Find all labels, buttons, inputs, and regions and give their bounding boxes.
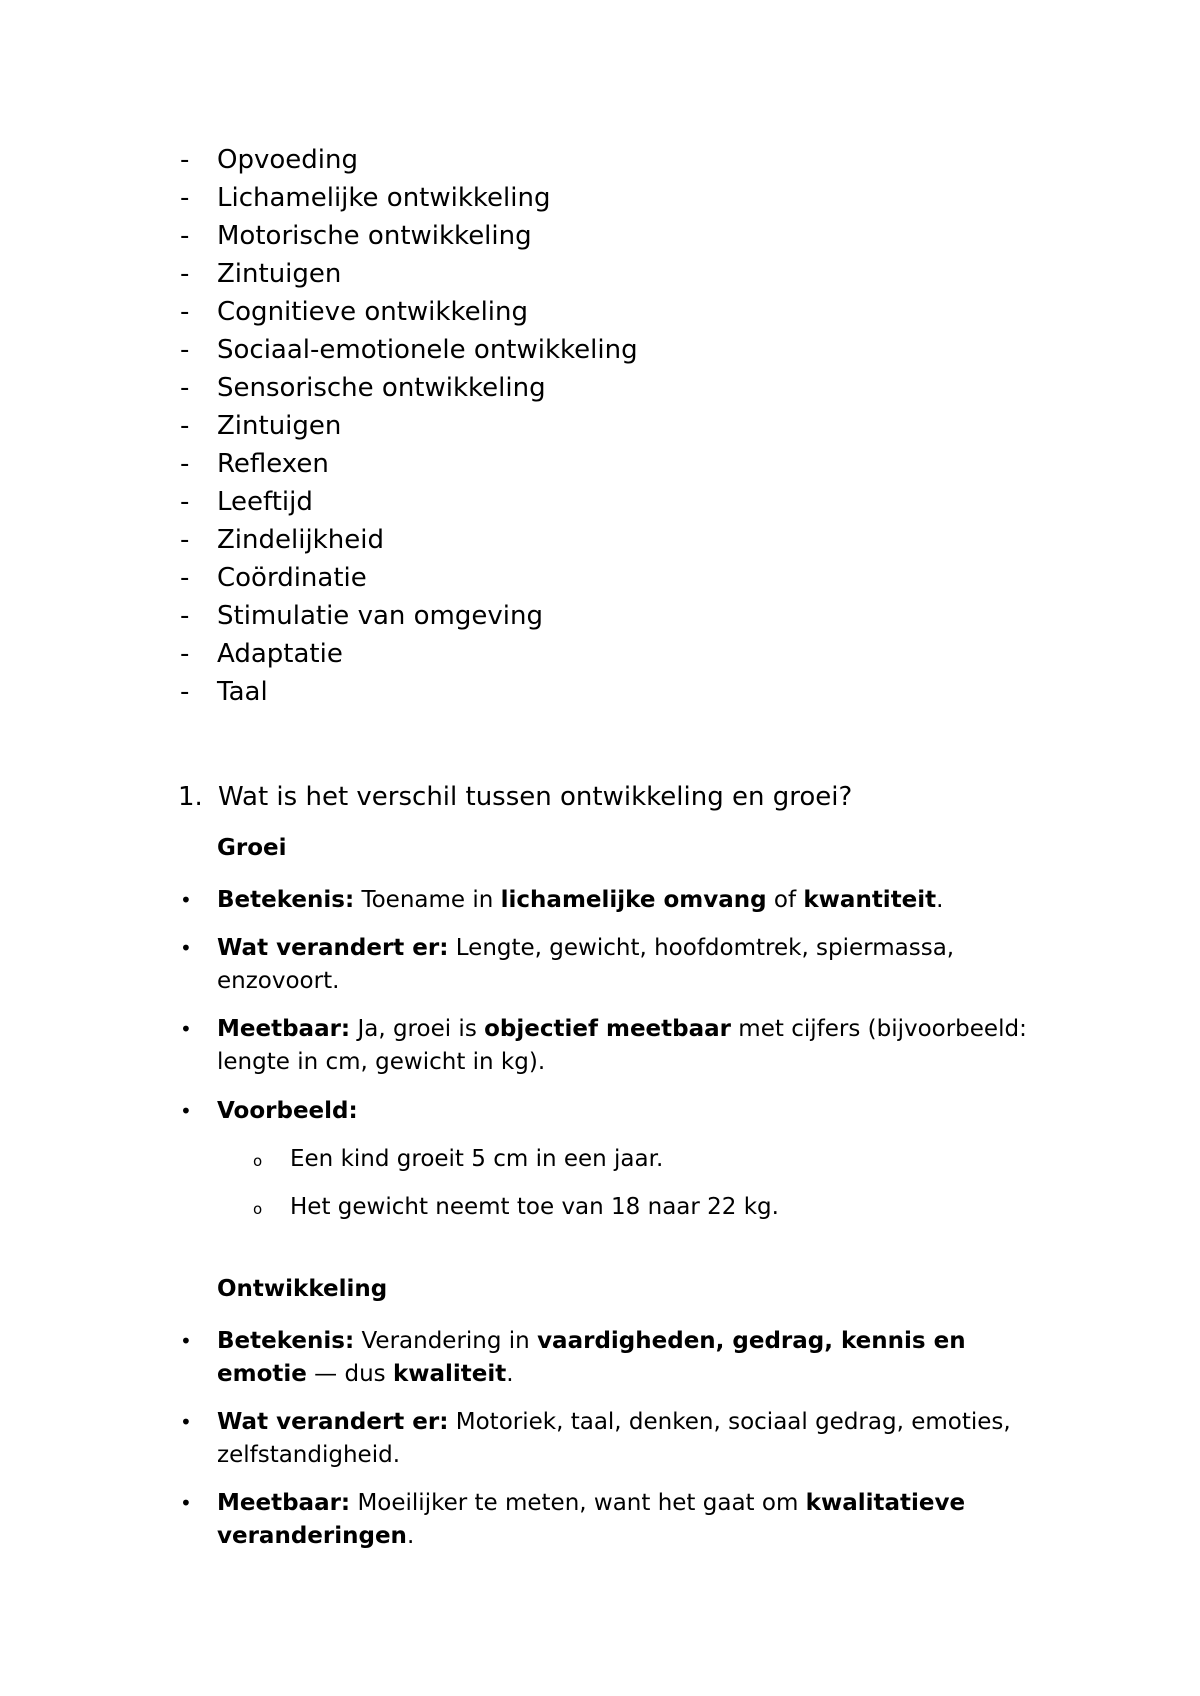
bullet-marker: • (180, 1329, 192, 1353)
question-text: Wat is het verschil tussen ontwikkeling en groei? (218, 782, 853, 812)
sub-bullet-marker: o (253, 1200, 263, 1218)
dash-marker: - (180, 411, 190, 441)
bold-label: Wat verandert er: (217, 935, 449, 961)
bullet-marker: • (180, 1410, 192, 1434)
text-run: Moeilijker te meten, want het gaat om (350, 1490, 806, 1516)
dash-marker: - (180, 639, 190, 669)
topic-label: Sensorische ontwikkeling (217, 373, 546, 403)
example-text: Het gewicht neemt toe van 18 naar 22 kg. (290, 1194, 779, 1220)
groei-meetbaar (180, 1013, 1080, 1079)
text-run: Toename in (354, 887, 501, 913)
topic-label: Zindelijkheid (217, 525, 384, 555)
text-run: Lengte, gewicht, hoofdomtrek, spiermassa, enzovoort. (217, 935, 955, 994)
bullet-marker: • (180, 888, 192, 912)
dash-marker: - (180, 449, 190, 479)
text-run: Ja, groei is (350, 1016, 485, 1042)
text-run: met cijfers (bijvoorbeeld: lengte in cm, gewicht in kg). (217, 1016, 1027, 1075)
topic-label: Zintuigen (217, 411, 342, 441)
topic-label: Coördinatie (217, 563, 367, 593)
topic-label: Adaptatie (217, 639, 343, 669)
question-heading (178, 778, 852, 816)
bullet-marker: • (180, 1099, 192, 1123)
topic-item (180, 483, 638, 521)
dash-marker: - (180, 259, 190, 289)
text-run: — dus (306, 1361, 393, 1387)
topic-item (180, 559, 638, 597)
text-run: Verandering in (354, 1328, 538, 1354)
bold-text: kwaliteit (392, 1361, 507, 1387)
topic-item (180, 255, 638, 293)
ontwikkeling-title: Ontwikkeling (217, 1276, 388, 1302)
topic-label: Taal (217, 677, 268, 707)
bold-text: kwantiteit (803, 887, 937, 913)
topic-item (180, 445, 638, 483)
groei-wat-verandert (180, 932, 1080, 998)
dash-marker: - (180, 297, 190, 327)
topic-item (180, 331, 638, 369)
example-item (253, 1191, 779, 1226)
bullet-marker: • (180, 1017, 192, 1041)
text-run: of (766, 887, 804, 913)
text-run: . (506, 1361, 514, 1387)
topic-label: Sociaal-emotionele ontwikkeling (217, 335, 638, 365)
topic-item (180, 407, 638, 445)
text-run: . (936, 887, 944, 913)
topic-label: Motorische ontwikkeling (217, 221, 532, 251)
ontwikkeling-wat-verandert (180, 1406, 1100, 1472)
bold-text: lichamelijke omvang (500, 887, 767, 913)
groei-title: Groei (217, 835, 287, 861)
bold-label: Betekenis: (217, 887, 355, 913)
example-text: Een kind groeit 5 cm in een jaar. (290, 1146, 664, 1172)
topic-label: Lichamelijke ontwikkeling (217, 183, 551, 213)
bold-label: Voorbeeld: (217, 1098, 358, 1124)
topic-list (180, 141, 638, 711)
groei-voorbeeld (180, 1095, 1080, 1128)
bold-text: vaardigheden, gedrag, kennis en emotie (217, 1328, 966, 1387)
topic-item (180, 521, 638, 559)
topic-label: Cognitieve ontwikkeling (217, 297, 529, 327)
bold-label: Betekenis: (217, 1328, 355, 1354)
topic-item (180, 141, 638, 179)
topic-label: Zintuigen (217, 259, 342, 289)
dash-marker: - (180, 221, 190, 251)
topic-item (180, 293, 638, 331)
bold-text: kwalitatieve veranderingen (217, 1490, 966, 1549)
text-run: . (406, 1523, 415, 1549)
topic-item (180, 673, 638, 711)
question-number: 1. (178, 782, 203, 812)
dash-marker: - (180, 563, 190, 593)
groei-betekenis (180, 884, 1080, 917)
ontwikkeling-betekenis (180, 1325, 1020, 1391)
topic-item (180, 369, 638, 407)
bold-label: Wat verandert er: (217, 1409, 449, 1435)
topic-label: Stimulatie van omgeving (217, 601, 543, 631)
dash-marker: - (180, 525, 190, 555)
bullet-marker: • (180, 936, 192, 960)
sub-bullet-marker: o (253, 1152, 263, 1170)
bold-label: Meetbaar: (217, 1490, 351, 1516)
dash-marker: - (180, 601, 190, 631)
topic-item (180, 217, 638, 255)
topic-item (180, 597, 638, 635)
dash-marker: - (180, 145, 190, 175)
dash-marker: - (180, 335, 190, 365)
bullet-marker: • (180, 1491, 192, 1515)
topic-item (180, 635, 638, 673)
dash-marker: - (180, 677, 190, 707)
topic-item (180, 179, 638, 217)
dash-marker: - (180, 487, 190, 517)
topic-label: Opvoeding (217, 145, 358, 175)
ontwikkeling-meetbaar (180, 1487, 1060, 1553)
dash-marker: - (180, 183, 190, 213)
text-run: Motoriek, taal, denken, sociaal gedrag, emoties, zelfstandigheid. (217, 1409, 1011, 1468)
topic-label: Reflexen (217, 449, 329, 479)
bold-text: objectief meetbaar (484, 1016, 731, 1042)
topic-label: Leeftijd (217, 487, 313, 517)
example-item (253, 1143, 663, 1178)
dash-marker: - (180, 373, 190, 403)
bold-label: Meetbaar: (217, 1016, 351, 1042)
